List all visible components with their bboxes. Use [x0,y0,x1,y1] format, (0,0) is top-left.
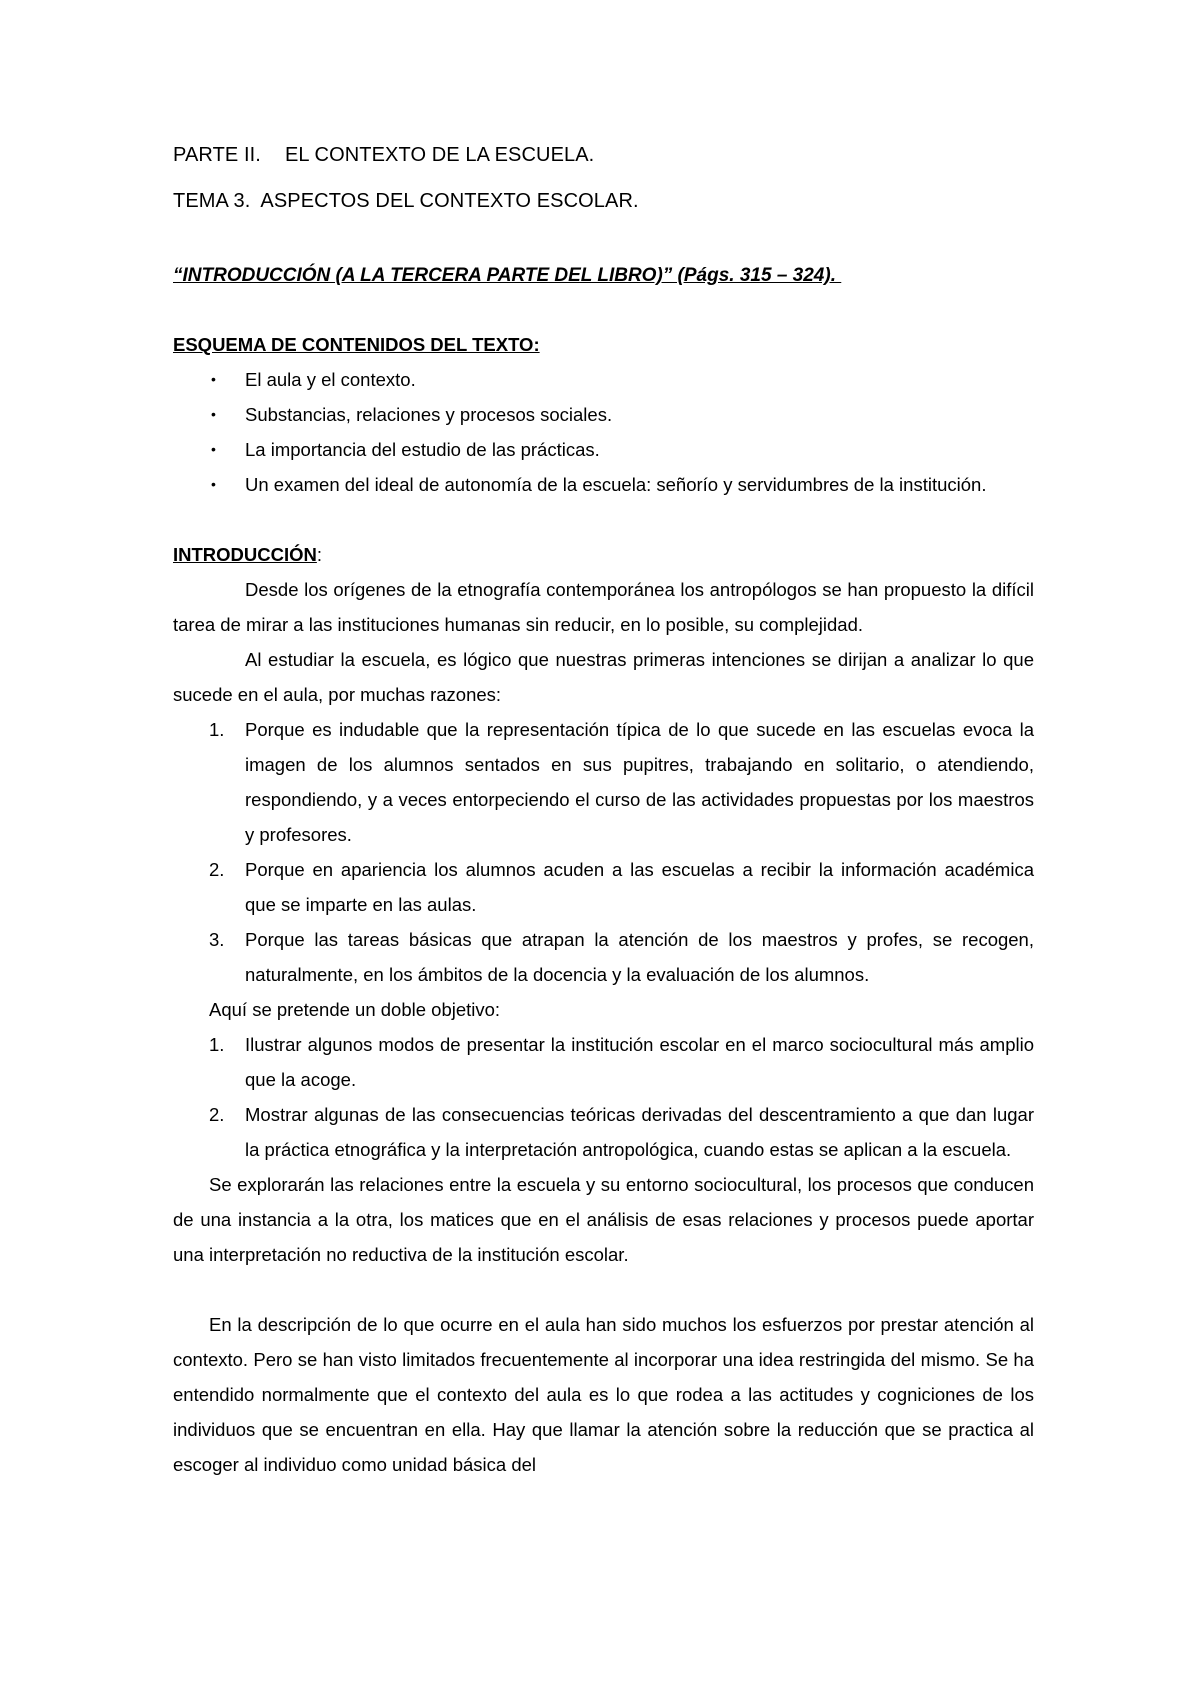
intro-paragraph-5: En la descripción de lo que ocurre en el aula han sido muchos los esfuerzos por prestar atención al contexto. Pero se han visto limitados frecuentemente al incorporar una idea restringida del mismo. Se ha entendido normalmente que el contexto del aula es lo que rodea a las actitudes y cogniciones de los individuos que se encuentran en ella. Hay que llamar la atención sobre la reducción que se practica al escoger al individuo como unidad básica del [173,1314,1034,1475]
objective-number: 1. [209,1034,225,1055]
parte-label: PARTE II. [173,144,261,166]
page-content [173,132,1034,1482]
esquema-list [173,362,1034,502]
tema-title: ASPECTOS DEL CONTEXTO ESCOLAR. [260,190,639,212]
esquema-title: ESQUEMA DE CONTENIDOS DEL TEXTO: [173,334,540,355]
chapter-reference-title: “INTRODUCCIÓN (A LA TERCERA PARTE DEL LIBRO)” (Págs. 315 – 324). [173,265,842,286]
esquema-item: • Un examen del ideal de autonomía de la escuela: señorío y servidumbres de la institución. [173,467,1034,502]
tema-label: TEMA 3. [173,190,251,212]
intro-paragraph-2: Al estudiar la escuela, es lógico que nuestras primeras intenciones se dirijan a analizar lo que sucede en el aula, por muchas razones: [173,649,1034,705]
objective-number: 2. [209,1104,225,1125]
intro-paragraph-4: Se explorarán las relaciones entre la escuela y su entorno sociocultural, los procesos que conducen de una instancia a la otra, los matices que en el análisis de esas relaciones y procesos puede aportar una interpretación no reductiva de la institución escolar. [173,1174,1034,1265]
objectives-list [173,1027,1034,1167]
esquema-item: • El aula y el contexto. [173,362,1034,397]
reason-number: 3. [209,929,225,950]
esquema-item: • Substancias, relaciones y procesos sociales. [173,397,1034,432]
intro-paragraph-1: Desde los orígenes de la etnografía contemporánea los antropólogos se han propuesto la difícil tarea de mirar a las instituciones humanas sin reducir, en lo posible, su complejidad. [173,579,1034,635]
reason-item: 3. Porque las tareas básicas que atrapan la atención de los maestros y profes, se recogen, naturalmente, en los ámbitos de la docencia y la evaluación de los alumnos. [173,922,1034,992]
objectives-intro: Aquí se pretende un doble objetivo: [209,999,501,1020]
tema-heading [173,178,1034,224]
objective-item: 1. Ilustrar algunos modos de presentar la institución escolar en el marco sociocultural más amplio que la acoge. [173,1027,1034,1097]
parte-title: EL CONTEXTO DE LA ESCUELA. [284,144,595,166]
reason-number: 2. [209,859,225,880]
bullet-icon: • [211,476,216,492]
parte-heading [173,132,1034,178]
introduccion-title: INTRODUCCIÓN [173,544,317,565]
reasons-list [173,712,1034,992]
bullet-icon: • [211,441,216,457]
introduccion-heading: INTRODUCCIÓN: [173,544,323,565]
bullet-icon: • [211,371,216,387]
objective-item: 2. Mostrar algunas de las consecuencias teóricas derivadas del descentramiento a que dan lugar la práctica etnográfica y la interpretación antropológica, cuando estas se aplican a la escuela. [173,1097,1034,1167]
reason-item: 1. Porque es indudable que la representación típica de lo que sucede en las escuelas evoca la imagen de los alumnos sentados en sus pupitres, trabajando en solitario, o atendiendo, respondiendo, y a veces entorpeciendo el curso de las actividades propuestas por los maestros y profesores. [173,712,1034,852]
reason-item: 2. Porque en apariencia los alumnos acuden a las escuelas a recibir la información académica que se imparte en las aulas. [173,852,1034,922]
esquema-item: • La importancia del estudio de las prácticas. [173,432,1034,467]
bullet-icon: • [211,406,216,422]
reason-number: 1. [209,719,225,740]
